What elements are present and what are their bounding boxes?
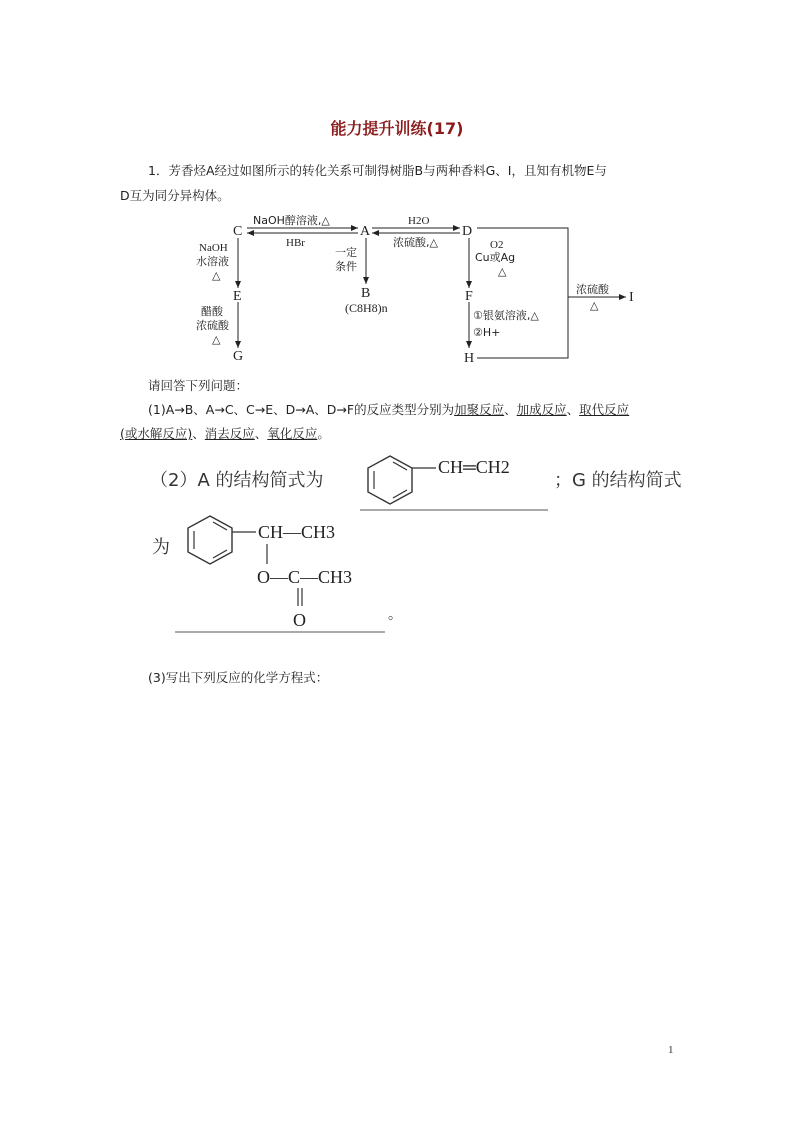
answer-c-to-e: 取代反应: [579, 402, 630, 417]
answer-d-to-a: 消去反应: [204, 426, 255, 441]
answer-a-to-b: 加聚反应: [454, 402, 505, 417]
node-b: B: [361, 286, 371, 301]
reaction-diagram: [190, 208, 640, 368]
part2-end: 。: [388, 607, 402, 623]
reagent-f-to-h-1: ①银氨溶液,△: [473, 309, 539, 322]
reagent-f-to-h-2: ②H+: [473, 326, 501, 339]
reagent-d-to-f-3: △: [498, 266, 507, 278]
part2-prefix: （2）A 的结构简式为: [150, 470, 324, 491]
reagent-e-to-g-2: 浓硫酸: [196, 319, 229, 332]
answer-d-to-f: 氧化反应: [267, 426, 318, 441]
polymer-formula: (C8H8)n: [345, 301, 388, 315]
reagent-d-to-f-2: Cu或Ag: [475, 251, 516, 264]
node-g: G: [233, 349, 244, 364]
node-f: F: [465, 289, 473, 304]
structure-g: [170, 508, 400, 636]
part3-prompt: (3)写出下列反应的化学方程式：: [148, 670, 329, 685]
reagent-a-to-b-1: 一定: [335, 246, 357, 259]
part2-wei: 为: [152, 537, 170, 558]
question-intro-line2: D互为同分异构体。: [120, 188, 230, 203]
node-d: D: [462, 224, 473, 239]
styrene-group-text: CH═CH2: [438, 457, 510, 477]
g-ch-text: CH—CH3: [258, 522, 336, 542]
reagent-c-to-e-3: △: [212, 270, 221, 282]
structure-styrene: [360, 448, 560, 514]
reagent-c-to-e-2: 水溶液: [196, 255, 229, 268]
page-title: 能力提升训练(17): [330, 119, 464, 138]
reagent-a-to-b-2: 条件: [335, 260, 357, 273]
node-c: C: [233, 224, 243, 239]
reagent-d-to-f-1: O2: [490, 239, 504, 251]
reagent-a-to-c: HBr: [286, 237, 305, 249]
reagent-to-i-1: 浓硫酸: [576, 283, 609, 296]
part2-mid: ；G 的结构简式: [554, 470, 682, 491]
node-a: A: [360, 224, 371, 239]
part1-line1: (1)A→B、A→C、C→E、D→A、D→F的反应类型分别为加聚反应、加成反应、取代反应: [148, 402, 630, 417]
question-prompt: 请回答下列问题：: [148, 378, 249, 393]
question-intro-line1: 1．芳香烃A经过如图所示的转化关系可制得树脂B与两种香料G、I，且知有机物E与: [148, 163, 607, 178]
reagent-c-to-e-1: NaOH: [199, 242, 228, 254]
node-h: H: [464, 351, 475, 366]
answer-a-to-c: 加成反应: [516, 402, 567, 417]
reagent-c-to-a: NaOH醇溶液,△: [253, 214, 330, 227]
reagent-to-i-2: △: [590, 300, 599, 312]
node-e: E: [233, 289, 242, 304]
g-ester-text: O—C—CH3: [257, 567, 353, 587]
reagent-a-to-d: H2O: [408, 215, 430, 227]
reagent-e-to-g-3: △: [212, 334, 221, 346]
reagent-d-to-a: 浓硫酸,△: [393, 236, 438, 249]
part1-line2: (或水解反应)、消去反应、氧化反应。: [120, 426, 330, 441]
answer-c-to-e-alt: (或水解反应): [120, 426, 193, 441]
node-i: I: [629, 290, 634, 305]
reagent-e-to-g-1: 醋酸: [201, 305, 223, 318]
g-carbonyl-o: O: [293, 610, 306, 630]
page-number: 1: [668, 1044, 674, 1056]
